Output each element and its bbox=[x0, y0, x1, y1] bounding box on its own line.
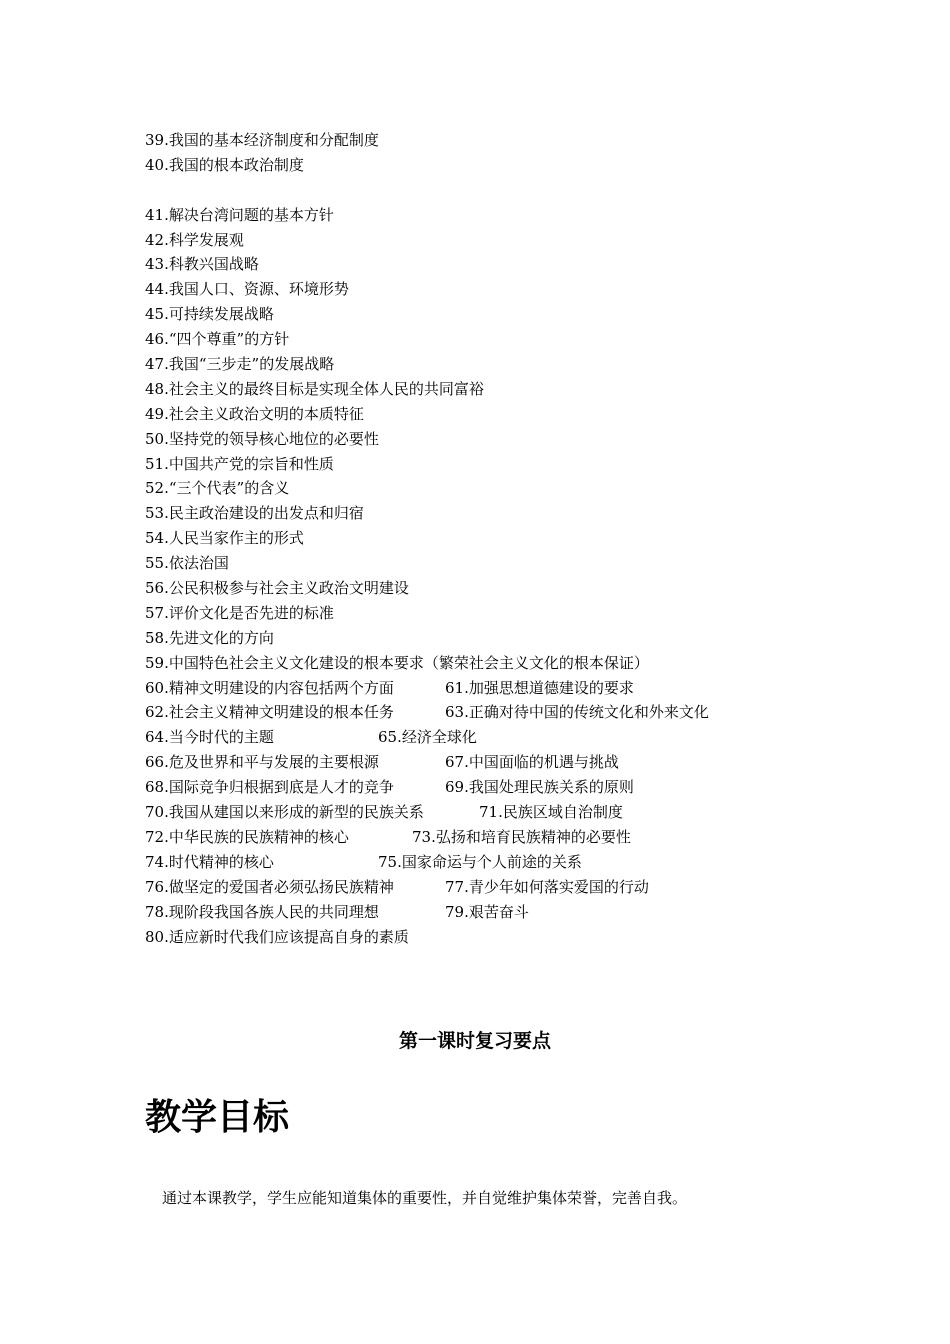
list-item bbox=[145, 825, 845, 850]
list-item-text: 62.社会主义精神文明建设的根本任务 bbox=[145, 703, 394, 722]
list-item-text-secondary: 63.正确对待中国的传统文化和外来文化 bbox=[445, 703, 709, 722]
list-item-text-secondary: 71.民族区域自治制度 bbox=[479, 803, 623, 822]
list-item bbox=[145, 252, 845, 277]
list-item bbox=[145, 651, 845, 676]
list-item bbox=[145, 476, 845, 501]
list-item bbox=[145, 750, 845, 775]
list-item bbox=[145, 327, 845, 352]
list-item-text: 55.依法治国 bbox=[145, 554, 229, 573]
list-item bbox=[145, 402, 845, 427]
list-item-text-secondary: 73.弘扬和培育民族精神的必要性 bbox=[412, 827, 631, 846]
list-item-text: 72.中华民族的民族精神的核心 bbox=[145, 827, 349, 846]
list-item-text: 54.人民当家作主的形式 bbox=[145, 529, 304, 548]
list-item-text: 48.社会主义的最终目标是实现全体人民的共同富裕 bbox=[145, 379, 484, 398]
list-item bbox=[145, 725, 845, 750]
section-title: 第一课时复习要点 bbox=[398, 1030, 551, 1052]
list-item-text: 52.“三个代表”的含义 bbox=[145, 479, 290, 498]
list-item bbox=[145, 601, 845, 626]
list-item-text: 40.我国的根本政治制度 bbox=[145, 155, 304, 174]
list-item bbox=[145, 800, 845, 825]
list-item-text: 64.当今时代的主题 bbox=[145, 728, 274, 747]
list-item-text: 57.评价文化是否先进的标准 bbox=[145, 603, 334, 622]
list-item bbox=[145, 700, 845, 725]
list-item-text: 68.国际竞争归根据到底是人才的竞争 bbox=[145, 778, 394, 797]
list-item bbox=[145, 526, 845, 551]
list-item-text: 46.“四个尊重”的方针 bbox=[145, 330, 290, 349]
list-item-text-secondary: 61.加强思想道德建设的要求 bbox=[445, 678, 634, 697]
list-item bbox=[145, 228, 845, 253]
list-item-text: 41.解决台湾问题的基本方针 bbox=[145, 205, 334, 224]
teaching-goals-heading: 教学目标 bbox=[145, 1097, 290, 1138]
list-item-text: 47.我国“三步走”的发展战略 bbox=[145, 355, 335, 374]
list-item bbox=[145, 501, 845, 526]
list-item-text-secondary: 69.我国处理民族关系的原则 bbox=[445, 778, 634, 797]
list-item-text: 70.我国从建国以来形成的新型的民族关系 bbox=[145, 803, 424, 822]
list-item bbox=[145, 925, 845, 950]
list-item-text: 56.公民积极参与社会主义政治文明建设 bbox=[145, 579, 409, 598]
list-item bbox=[145, 427, 845, 452]
list-item-text: 74.时代精神的核心 bbox=[145, 852, 274, 871]
list-item bbox=[145, 626, 845, 651]
list-item bbox=[145, 850, 845, 875]
list-item bbox=[145, 377, 845, 402]
review-topic-list bbox=[145, 128, 845, 949]
teaching-goals-paragraph: 通过本课教学，学生应能知道集体的重要性，并自觉维护集体荣誉，完善自我。 bbox=[162, 1189, 688, 1207]
list-item-text-secondary: 65.经济全球化 bbox=[378, 728, 477, 747]
list-item bbox=[145, 128, 845, 153]
list-item bbox=[145, 203, 845, 228]
list-item-text: 59.中国特色社会主义文化建设的根本要求（繁荣社会主义文化的根本保证） bbox=[145, 653, 649, 672]
list-item-text: 50.坚持党的领导核心地位的必要性 bbox=[145, 429, 379, 448]
list-item bbox=[145, 153, 845, 178]
list-item-text-secondary: 77.青少年如何落实爱国的行动 bbox=[445, 877, 649, 896]
list-item-text: 66.危及世界和平与发展的主要根源 bbox=[145, 753, 379, 772]
list-item-text: 53.民主政治建设的出发点和归宿 bbox=[145, 504, 364, 523]
list-item-text: 44.我国人口、资源、环境形势 bbox=[145, 280, 349, 299]
list-item bbox=[145, 875, 845, 900]
list-item bbox=[145, 452, 845, 477]
list-item-text: 51.中国共产党的宗旨和性质 bbox=[145, 454, 334, 473]
list-item-text-secondary: 67.中国面临的机遇与挑战 bbox=[445, 753, 619, 772]
list-item-text-secondary: 75.国家命运与个人前途的关系 bbox=[378, 852, 582, 871]
list-item bbox=[145, 302, 845, 327]
list-item-text: 49.社会主义政治文明的本质特征 bbox=[145, 404, 364, 423]
list-item bbox=[145, 352, 845, 377]
list-item-text: 78.现阶段我国各族人民的共同理想 bbox=[145, 902, 379, 921]
list-item bbox=[145, 676, 845, 701]
list-item-text: 43.科教兴国战略 bbox=[145, 255, 259, 274]
list-item-text: 45.可持续发展战略 bbox=[145, 305, 274, 324]
list-item-text: 58.先进文化的方向 bbox=[145, 628, 274, 647]
list-item bbox=[145, 551, 845, 576]
list-item-text: 80.适应新时代我们应该提高自身的素质 bbox=[145, 927, 409, 946]
list-item-text: 76.做坚定的爱国者必须弘扬民族精神 bbox=[145, 877, 394, 896]
list-item bbox=[145, 576, 845, 601]
list-item-text: 60.精神文明建设的内容包括两个方面 bbox=[145, 678, 394, 697]
list-item bbox=[145, 775, 845, 800]
list-item bbox=[145, 900, 845, 925]
list-item bbox=[145, 277, 845, 302]
list-item-text: 42.科学发展观 bbox=[145, 230, 244, 249]
list-item-text-secondary: 79.艰苦奋斗 bbox=[445, 902, 529, 921]
list-item-text: 39.我国的基本经济制度和分配制度 bbox=[145, 131, 379, 149]
